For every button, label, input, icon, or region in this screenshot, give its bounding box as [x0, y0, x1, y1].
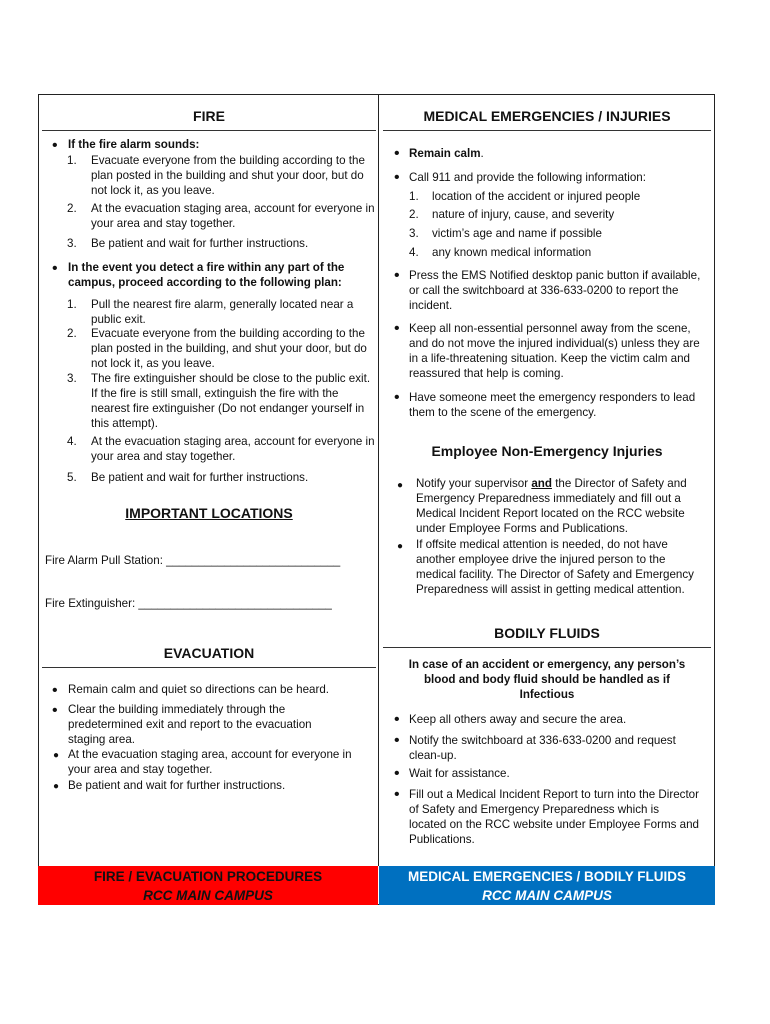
bullet-icon: • — [394, 732, 400, 749]
detect-title: In the event you detect a fire within any part of the campus, proceed according to the following plan: — [68, 261, 345, 289]
remain-calm-period: . — [480, 147, 484, 160]
employee-item-1-b: the Director of Safety and Emergency Preparedness immediately and fill out a Medical Incident Report located on the RCC website under Employee Forms and Publications. — [416, 477, 687, 535]
evacuation-heading-rule — [42, 667, 376, 668]
fluids-item-1: Keep all others away and secure the area. — [409, 713, 627, 726]
info-item-3: victim’s age and name if possible — [432, 227, 602, 240]
evacuation-item-3: At the evacuation staging area, account for everyone in your area and stay together. — [68, 748, 352, 776]
footer-fire-banner — [38, 866, 378, 905]
info-item-1: location of the accident or injured people — [432, 190, 641, 203]
step-number: 1. — [67, 298, 77, 311]
alarm-step-1: Evacuate everyone from the building according to the plan posted in the building and shut your door, but do not lock it, as you leave. — [91, 154, 365, 197]
employee-item-2: If offsite medical attention is needed, do not have another employee drive the injured person to the medical facility. The Director of Safety and Emergency Preparedness will assist in getting medical attention. — [416, 538, 694, 596]
employee-item-1-and: and — [531, 477, 552, 490]
bullet-icon: • — [394, 765, 400, 782]
employee-item-1 — [416, 476, 704, 536]
step-number: 2. — [67, 202, 77, 215]
step-number: 2. — [409, 208, 419, 221]
footer-medical-title: MEDICAL EMERGENCIES / BODILY FLUIDS — [407, 869, 687, 884]
bullet-icon: • — [52, 682, 58, 699]
locations-heading: IMPORTANT LOCATIONS — [125, 505, 293, 521]
detect-step-3: The fire extinguisher should be close to the public exit. If the fire is still small, extinguish the fire with the nearest fire extinguisher (Do not endanger yourself in this attempt). — [91, 372, 371, 430]
step-number: 3. — [67, 372, 77, 385]
fluids-intro: In case of an accident or emergency, any person’s blood and body fluid should be handled as if Infectious — [408, 658, 686, 701]
evacuation-item-2: Clear the building immediately through the predetermined exit and report to the evacuation staging area. — [68, 703, 312, 746]
alarm-step-3: Be patient and wait for further instructions. — [91, 237, 309, 250]
call-911: Call 911 and provide the following information: — [409, 171, 646, 184]
footer-medical-banner — [379, 866, 715, 905]
bullet-icon: • — [394, 320, 400, 337]
step-number: 4. — [67, 435, 77, 448]
meet-responders-instruction: Have someone meet the emergency responders to lead them to the scene of the emergency. — [409, 391, 696, 419]
fluids-heading-rule — [383, 647, 711, 648]
step-number: 1. — [67, 154, 77, 167]
bullet-icon: • — [52, 137, 58, 154]
step-number: 3. — [67, 237, 77, 250]
remain-calm — [409, 146, 704, 161]
footer-fire-title: FIRE / EVACUATION PROCEDURES — [93, 869, 323, 884]
bullet-icon: • — [52, 702, 58, 719]
fire-heading-rule — [42, 130, 376, 131]
info-item-4: any known medical information — [432, 246, 592, 259]
footer-fire-campus: RCC MAIN CAMPUS — [143, 888, 273, 903]
footer-medical-campus: RCC MAIN CAMPUS — [482, 888, 612, 903]
employee-item-1-a: Notify your supervisor — [416, 477, 532, 490]
fluids-heading: BODILY FLUIDS — [494, 625, 600, 641]
bullet-icon: • — [394, 786, 400, 803]
alarm-step-2: At the evacuation staging area, account for everyone in your area and stay together. — [91, 202, 375, 230]
fluids-item-2: Notify the switchboard at 336-633-0200 and request clean-up. — [409, 734, 676, 762]
detect-step-4: At the evacuation staging area, account for everyone in your area and stay together. — [91, 435, 375, 463]
step-number: 1. — [409, 190, 419, 203]
bullet-icon: • — [394, 389, 400, 406]
fire-heading: FIRE — [193, 108, 225, 124]
evacuation-item-1: Remain calm and quiet so directions can be heard. — [68, 683, 330, 696]
extinguisher-field: Fire Extinguisher: ______________________________ — [45, 597, 332, 610]
bullet-icon: ● — [397, 480, 404, 491]
step-number: 4. — [409, 246, 419, 259]
bullet-icon: • — [52, 260, 58, 277]
evacuation-heading: EVACUATION — [163, 645, 255, 661]
detect-step-5: Be patient and wait for further instructions. — [91, 471, 309, 484]
fluids-item-3: Wait for assistance. — [409, 767, 510, 780]
step-number: 2. — [67, 327, 77, 340]
alarm-title: If the fire alarm sounds: — [68, 138, 200, 151]
bullet-icon: • — [394, 145, 400, 162]
detect-step-2: Evacuate everyone from the building according to the plan posted in the building, and shut your door, but do not lock it, as you leave. — [91, 327, 367, 370]
evacuation-item-4: Be patient and wait for further instructions. — [68, 779, 286, 792]
pull-station-field: Fire Alarm Pull Station: ___________________________ — [45, 554, 341, 567]
step-number: 3. — [409, 227, 419, 240]
bullet-icon: • — [394, 267, 400, 284]
bullet-icon: ● — [397, 541, 404, 552]
detect-step-1: Pull the nearest fire alarm, generally located near a public exit. — [91, 298, 354, 326]
fluids-item-4: Fill out a Medical Incident Report to turn into the Director of Safety and Emergency Preparedness which is located on the RCC website under Employee Forms and Publications. — [409, 788, 699, 846]
remain-calm-text: Remain calm — [409, 147, 481, 160]
medical-heading: MEDICAL EMERGENCIES / INJURIES — [423, 108, 671, 124]
bullet-icon: • — [394, 711, 400, 728]
medical-heading-rule — [383, 130, 711, 131]
info-item-2: nature of injury, cause, and severity — [432, 208, 615, 221]
keep-away-instruction: Keep all non-essential personnel away from the scene, and do not move the injured individual(s) unless they are in a life-threatening situation. Keep the victim calm and reassured that help is coming. — [409, 322, 700, 380]
bullet-icon: • — [394, 169, 400, 186]
column-divider — [378, 94, 379, 866]
bullet-icon: ● — [53, 781, 60, 792]
employee-heading: Employee Non-Emergency Injuries — [431, 443, 663, 459]
ems-instruction: Press the EMS Notified desktop panic button if available, or call the switchboard at 336-633-0200 to report the incident. — [409, 269, 701, 312]
step-number: 5. — [67, 471, 77, 484]
bullet-icon: ● — [53, 750, 60, 761]
